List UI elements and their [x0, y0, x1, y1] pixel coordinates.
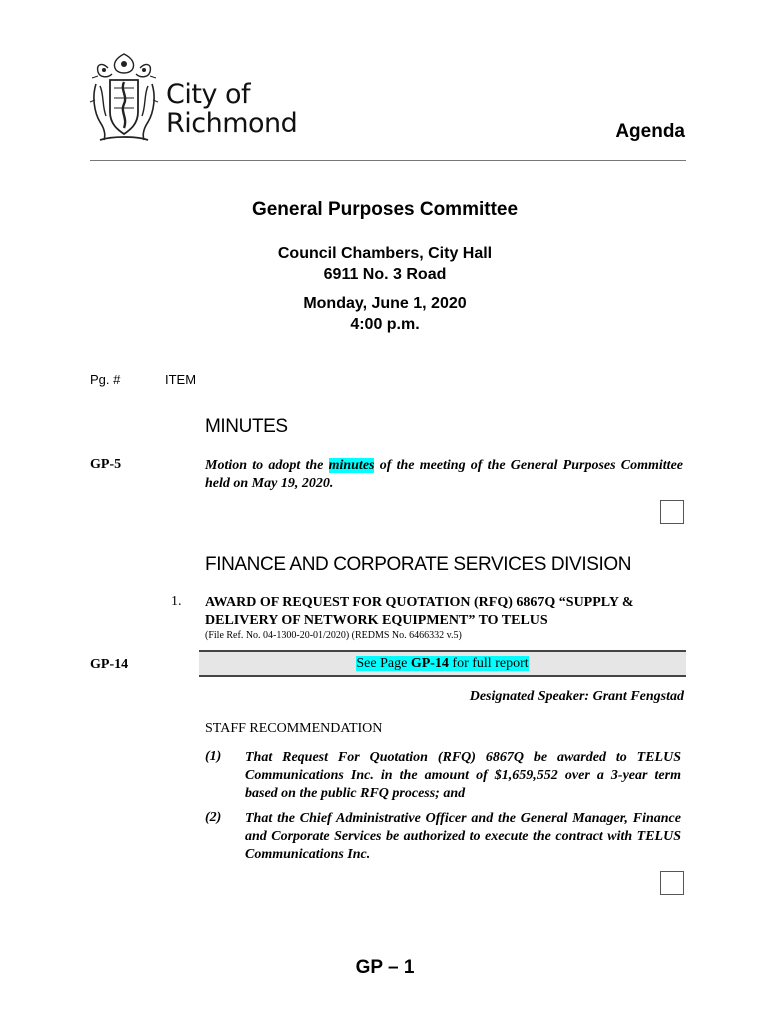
item-column-header: ITEM	[165, 372, 197, 387]
file-reference: (File Ref. No. 04-1300-20-01/2020) (REDMS No. 6466332 v.5)	[205, 630, 462, 641]
see-page-ref: GP-14	[410, 656, 449, 671]
recommendation-text-2: That the Chief Administrative Officer and the General Manager, Finance and Corporate Services be authorized to execute the contract with TELUS Communications Inc.	[245, 811, 681, 862]
staff-recommendation-heading: STAFF RECOMMENDATION	[205, 721, 383, 736]
report-page-ref: GP-14	[90, 657, 129, 672]
recommendation-text-1: That Request For Quotation (RFQ) 6867Q be awarded to TELUS Communications Inc. in the amount of $1,659,552 over a 3-year term based on the public RFQ process; and	[245, 750, 681, 801]
city-name-line2: Richmond	[166, 108, 298, 139]
minutes-heading: MINUTES	[205, 416, 288, 437]
page-column-header: Pg. #	[90, 372, 121, 387]
designated-speaker: Designated Speaker: Grant Fengstad	[469, 689, 684, 704]
document-type-title: Agenda	[615, 121, 685, 142]
committee-title: General Purposes Committee	[251, 199, 519, 220]
meeting-location-line2: 6911 No. 3 Road	[323, 266, 447, 283]
minutes-page-ref: GP-5	[90, 457, 122, 472]
motion-text-before: Motion to adopt the	[205, 458, 329, 473]
motion-text-after: of the meeting of the General Purposes Committee held on May 19, 2020.	[205, 458, 684, 491]
see-page-report-bar[interactable]	[199, 650, 686, 677]
minutes-motion	[205, 457, 683, 493]
city-crest-logo	[86, 50, 162, 146]
recommendation-number-2: (2)	[205, 810, 222, 825]
page-number-footer: GP – 1	[355, 957, 415, 978]
finance-division-heading: FINANCE AND CORPORATE SERVICES DIVISION	[205, 554, 632, 575]
recommendation-number-1: (1)	[205, 749, 222, 764]
item-number: 1.	[171, 594, 182, 609]
meeting-location-line1: Council Chambers, City Hall	[277, 245, 493, 262]
see-page-prefix: See Page	[356, 656, 411, 671]
header-divider	[90, 160, 686, 161]
item-title: AWARD OF REQUEST FOR QUOTATION (RFQ) 6867Q “SUPPLY & DELIVERY OF NETWORK EQUIPMENT” TO TELUS	[205, 595, 634, 628]
see-page-suffix: for full report	[448, 656, 529, 671]
minutes-checkbox[interactable]	[660, 500, 684, 524]
city-wordmark	[166, 80, 297, 138]
city-name-line1: City of	[166, 79, 251, 110]
recommendation-checkbox[interactable]	[660, 871, 684, 895]
see-page-link[interactable]	[356, 656, 528, 671]
motion-highlighted-word: minutes	[328, 458, 375, 473]
meeting-time: 4:00 p.m.	[350, 316, 420, 333]
meeting-date: Monday, June 1, 2020	[303, 295, 467, 312]
